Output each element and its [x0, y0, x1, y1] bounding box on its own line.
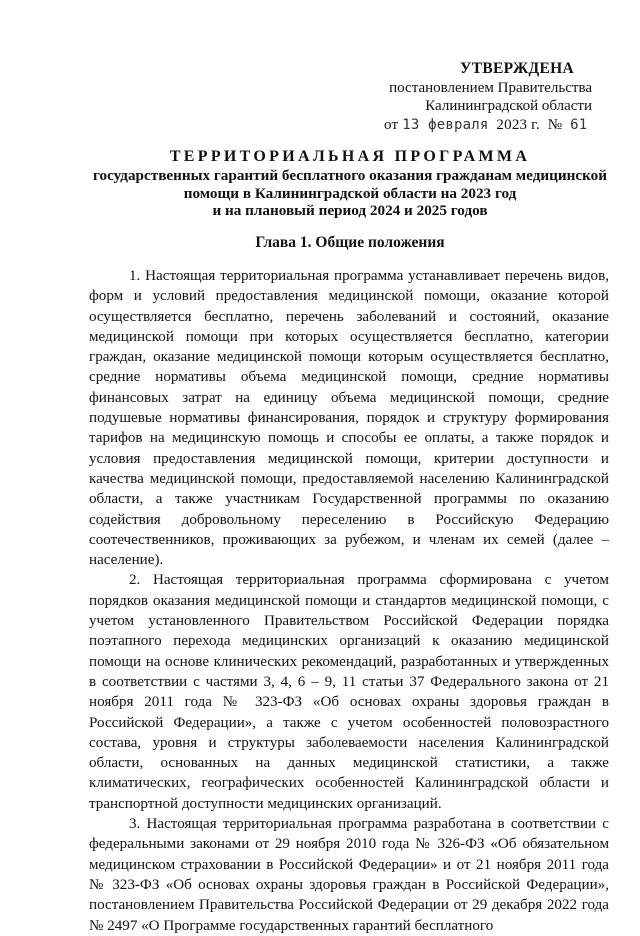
- document-title: [80, 146, 620, 220]
- number-handwritten: 61: [570, 116, 588, 133]
- paragraph-3: 3. Настоящая территориальная программа разработана в соответствии с федеральными законами от 29 ноября 2010 года № 326-ФЗ «Об обязательном медицинском страховании в Российской Федерации» и от 21 ноября 2011 года № 323-ФЗ «Об основах охраны здоровья граждан в Российской Федерации», постановлением Правительства Российской Федерации от 29 декабря 2022 года № 2497 «О Программе государственных гарантий бесплатного: [89, 816, 609, 934]
- program-subtitle-line2: помощи в Калининградской области на 2023 год: [183, 184, 517, 202]
- date-prefix: от: [384, 116, 399, 133]
- date-handwritten: 13 февраля: [402, 116, 489, 133]
- approval-issuer-line2: Калининградской области: [425, 98, 592, 114]
- paragraph-1: 1. Настоящая территориальная программа устанавливает перечень видов, форм и условий предоставления медицинской помощи, оказание которой осуществляется бесплатно, перечень заболеваний и состояний, оказание медицинской помощи при которых осуществляется бесплатно, категории граждан, оказание медицинской помощи которым осуществляется бесплатно, средние нормативы объема медицинской помощи, средние нормативы финансовых затрат на единицу объема медицинской помощи, средние подушевые нормативы финансирования, порядок и структуру формирования тарифов на медицинскую помощь и способы ее оплаты, а также порядок и условия предоставления медицинской помощи, критерии доступности и качества медицинской помощи, предоставляемой населению Калининградской области, а также участникам Государственной программы по оказанию содействия добровольному переселению в Российскую Федерацию соотечественников, проживающих за рубежом, и членам их семей (далее – население).: [89, 268, 609, 569]
- approval-stamp: [372, 60, 602, 134]
- date-year: 2023 г.: [496, 116, 540, 133]
- program-subtitle-line1: государственных гарантий бесплатного оказания гражданам медицинской: [92, 167, 608, 184]
- number-sign: №: [547, 116, 563, 133]
- paragraph-2: 2. Настоящая территориальная программа сформирована с учетом порядков оказания медицинской помощи и стандартов медицинской помощи, с учетом установленного Правительством Российской Федерации порядка поэтапного перехода медицинских организаций к оказанию медицинской помощи на основе клинических рекомендаций, разработанных и утвержденных в соответствии с частями 3, 4, 6 – 9, 11 статьи 37 Федерального закона от 21 ноября 2011 года № 323-ФЗ «Об основах охраны здоровья граждан в Российской Федерации», а также с учетом особенностей половозрастного состава, уровня и структуры заболеваемости населения Калининградской области, основанных на данных медицинской статистики, а также климатических, географических особенностей Калининградской области и транспортной доступности медицинских организаций.: [89, 572, 609, 812]
- program-subtitle-line3: и на плановый период 2024 и 2025 годов: [212, 202, 488, 219]
- chapter-heading: Глава 1. Общие положения: [255, 234, 445, 251]
- approval-date-line: [372, 116, 602, 135]
- program-title: ТЕРРИТОРИАЛЬНАЯ ПРОГРАММА: [169, 148, 531, 165]
- approval-issuer-line1: постановлением Правительства: [389, 79, 592, 96]
- body-text: [89, 266, 609, 936]
- approval-status: УТВЕРЖДЕНА: [460, 60, 574, 77]
